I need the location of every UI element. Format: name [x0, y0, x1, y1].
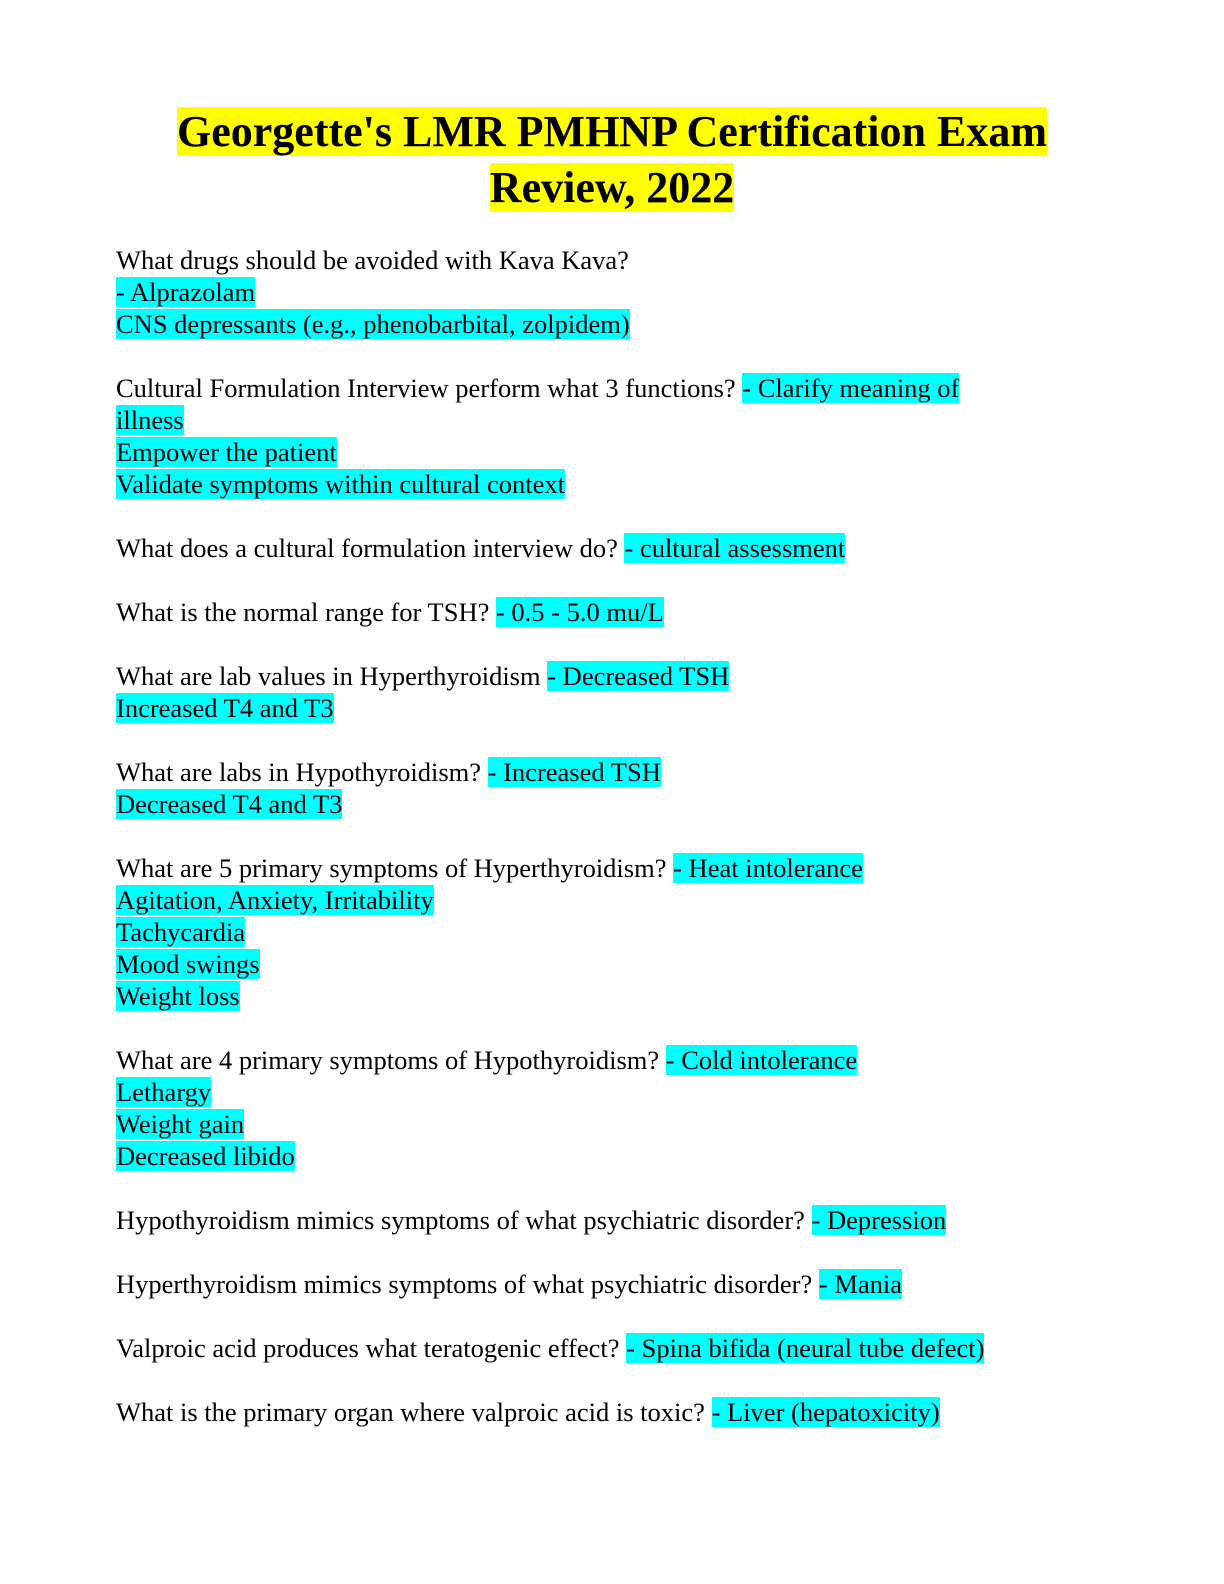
qa-item	[116, 372, 1116, 500]
answer-text: Weight loss	[116, 981, 240, 1011]
qa-item	[116, 852, 1116, 1012]
answer-text: - cultural assessment	[624, 533, 846, 563]
qa-item	[116, 532, 1116, 564]
question-text: What is the normal range for TSH?	[116, 597, 490, 627]
qa-list	[116, 244, 1116, 1460]
answer-text: Empower the patient	[116, 437, 337, 467]
question-text: Cultural Formulation Interview perform what 3 functions?	[116, 373, 736, 403]
answer-text: Decreased T4 and T3	[116, 789, 343, 819]
question-text: What are lab values in Hyperthyroidism	[116, 661, 541, 691]
question-text: What does a cultural formulation interview do?	[116, 533, 618, 563]
question-text: Valproic acid produces what teratogenic effect?	[116, 1333, 620, 1363]
answer-text: - Decreased TSH	[547, 661, 730, 691]
qa-item	[116, 1044, 1116, 1172]
question-text: What is the primary organ where valproic acid is toxic?	[116, 1397, 705, 1427]
question-text: What are labs in Hypothyroidism?	[116, 757, 482, 787]
question-text: Hyperthyroidism mimics symptoms of what psychiatric disorder?	[116, 1269, 813, 1299]
answer-text: Increased T4 and T3	[116, 693, 334, 723]
answer-text: - Heat intolerance	[673, 853, 863, 883]
answer-text: illness	[116, 405, 184, 435]
question-text: Hypothyroidism mimics symptoms of what psychiatric disorder?	[116, 1205, 805, 1235]
answer-text: CNS depressants (e.g., phenobarbital, zolpidem)	[116, 309, 630, 339]
qa-item	[116, 1396, 1116, 1428]
title-line-2: Review, 2022	[489, 163, 735, 212]
answer-text: Decreased libido	[116, 1141, 295, 1171]
answer-text: - 0.5 - 5.0 mu/L	[495, 597, 664, 627]
qa-item	[116, 1204, 1116, 1236]
qa-item	[116, 244, 1116, 340]
answer-text: - Cold intolerance	[665, 1045, 858, 1075]
answer-text: Validate symptoms within cultural context	[116, 469, 565, 499]
document-title	[60, 104, 1164, 216]
answer-text: Weight gain	[116, 1109, 245, 1139]
answer-text: - Alprazolam	[116, 277, 256, 307]
answer-text: Agitation, Anxiety, Irritability	[116, 885, 434, 915]
qa-item	[116, 1268, 1116, 1300]
qa-item	[116, 1332, 1116, 1364]
qa-item	[116, 596, 1116, 628]
answer-text: Lethargy	[116, 1077, 212, 1107]
answer-text: Mood swings	[116, 949, 260, 979]
answer-text: Tachycardia	[116, 917, 246, 947]
answer-text: - Liver (hepatoxicity)	[711, 1397, 940, 1427]
answer-text: - Clarify meaning of	[742, 373, 960, 403]
question-text: What drugs should be avoided with Kava Kava?	[116, 245, 629, 275]
question-text: What are 5 primary symptoms of Hyperthyroidism?	[116, 853, 667, 883]
answer-text: - Increased TSH	[487, 757, 661, 787]
answer-text: - Depression	[811, 1205, 947, 1235]
qa-item	[116, 756, 1116, 820]
qa-item	[116, 660, 1116, 724]
answer-text: - Spina bifida (neural tube defect)	[626, 1333, 985, 1363]
question-text: What are 4 primary symptoms of Hypothyroidism?	[116, 1045, 660, 1075]
answer-text: - Mania	[818, 1269, 903, 1299]
title-line-1: Georgette's LMR PMHNP Certification Exam	[177, 107, 1047, 156]
